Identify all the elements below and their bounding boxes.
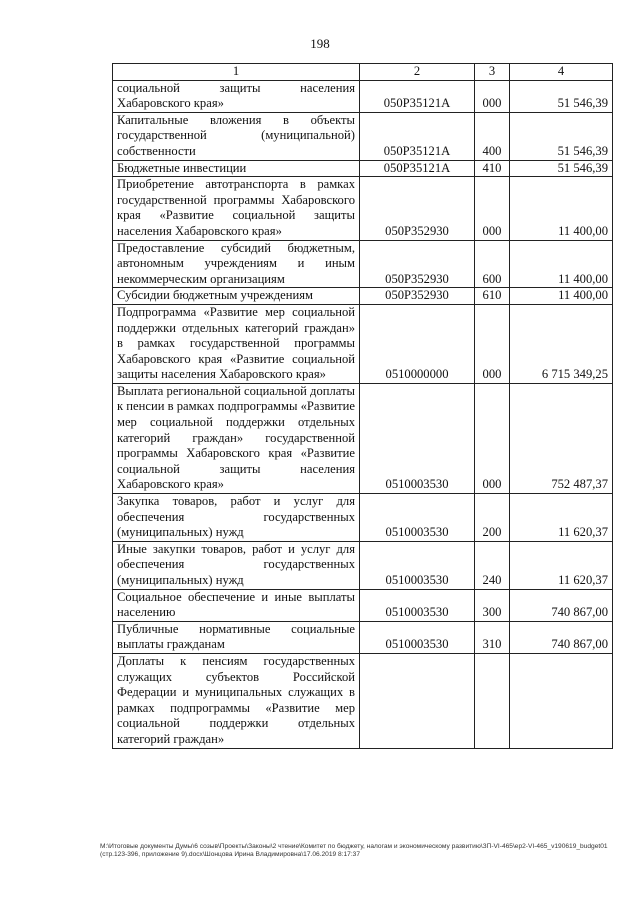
row-code-cell: 050P352930 [360,240,475,288]
header-col-4: 4 [510,64,613,81]
row-vr-cell: 000 [475,304,510,383]
page-number: 198 [310,36,330,51]
table-row [113,494,613,542]
table-row [113,541,613,589]
table-row [113,653,613,748]
table-row [113,80,613,112]
row-amount-cell: 11 620,37 [510,541,613,589]
row-code-cell: 0510003530 [360,494,475,542]
table-row [113,304,613,383]
row-name-cell: Закупка товаров, работ и услуг для обеспечения государственных (муниципальных) нужд [113,494,360,542]
table-row [113,589,613,621]
row-vr-cell: 000 [475,383,510,493]
row-amount-cell: 740 867,00 [510,589,613,621]
row-code-cell: 050P35121A [360,112,475,160]
table-row [113,621,613,653]
budget-table [112,63,613,749]
row-code-cell: 0510003530 [360,383,475,493]
header-col-2: 2 [360,64,475,81]
row-name-cell: Публичные нормативные социальные выплаты гражданам [113,621,360,653]
row-vr-cell: 310 [475,621,510,653]
row-name-cell: Выплата региональной социальной доплаты к пенсии в рамках подпрограммы «Развитие мер социальной поддержки отдельных категорий граждан» государственной программы Хабаровского края «Развитие социальной защиты населения Хабаровского края» [113,383,360,493]
row-vr-cell: 610 [475,288,510,305]
row-code-cell [360,653,475,748]
table-row [113,160,613,177]
row-amount-cell: 51 546,39 [510,80,613,112]
row-amount-cell: 51 546,39 [510,112,613,160]
row-name-cell: Предоставление субсидий бюджетным, автономным учреждениям и иным некоммерческим организациям [113,240,360,288]
row-vr-cell: 410 [475,160,510,177]
row-name-cell: социальной защиты населения Хабаровского края» [113,80,360,112]
row-name-cell: Приобретение автотранспорта в рамках государственной программы Хабаровского края «Развитие социальной защиты населения Хабаровского края» [113,177,360,240]
row-amount-cell: 11 620,37 [510,494,613,542]
row-code-cell: 0510003530 [360,541,475,589]
row-amount-cell: 752 487,37 [510,383,613,493]
table-row [113,240,613,288]
row-amount-cell: 11 400,00 [510,177,613,240]
row-amount-cell: 740 867,00 [510,621,613,653]
row-name-cell: Доплаты к пенсиям государственных служащих субъектов Российской Федерации и муниципальных служащих в рамках подпрограммы «Развитие мер социальной поддержки отдельных категорий граждан» [113,653,360,748]
table-row [113,177,613,240]
row-code-cell: 050P352930 [360,288,475,305]
row-name-cell: Социальное обеспечение и иные выплаты населению [113,589,360,621]
row-code-cell: 0510003530 [360,621,475,653]
row-amount-cell [510,653,613,748]
row-vr-cell [475,653,510,748]
row-amount-cell: 6 715 349,25 [510,304,613,383]
header-col-1: 1 [113,64,360,81]
row-code-cell: 0510003530 [360,589,475,621]
table-header-row [113,64,613,81]
row-name-cell: Иные закупки товаров, работ и услуг для обеспечения государственных (муниципальных) нужд [113,541,360,589]
file-path-footer: M:\Итоговые документы Думы\6 созыв\Проекты\Законы\2 чтение\Комитет по бюджету, налогам и экономическому развитию\ЗП-VI-465\ep2-VI-465_v190619_budget01 (стр.123-396, приложение 9).docx\Шонцова Ирина Владимировна\17.06.2019 8:17:37 [100,843,608,859]
row-vr-cell: 240 [475,541,510,589]
table-row [113,383,613,493]
row-code-cell: 0510000000 [360,304,475,383]
row-name-cell: Бюджетные инвестиции [113,160,360,177]
table-row [113,288,613,305]
row-vr-cell: 200 [475,494,510,542]
row-vr-cell: 000 [475,177,510,240]
row-vr-cell: 400 [475,112,510,160]
row-name-cell: Подпрограмма «Развитие мер социальной поддержки отдельных категорий граждан» в рамках государственной программы Хабаровского края «Развитие социальной защиты населения Хабаровского края» [113,304,360,383]
row-name-cell: Субсидии бюджетным учреждениям [113,288,360,305]
row-code-cell: 050P35121A [360,160,475,177]
row-vr-cell: 000 [475,80,510,112]
row-code-cell: 050P35121A [360,80,475,112]
row-amount-cell: 51 546,39 [510,160,613,177]
row-name-cell: Капитальные вложения в объекты государственной (муниципальной) собственности [113,112,360,160]
row-amount-cell: 11 400,00 [510,288,613,305]
row-vr-cell: 600 [475,240,510,288]
row-vr-cell: 300 [475,589,510,621]
row-code-cell: 050P352930 [360,177,475,240]
header-col-3: 3 [475,64,510,81]
row-amount-cell: 11 400,00 [510,240,613,288]
table-row [113,112,613,160]
